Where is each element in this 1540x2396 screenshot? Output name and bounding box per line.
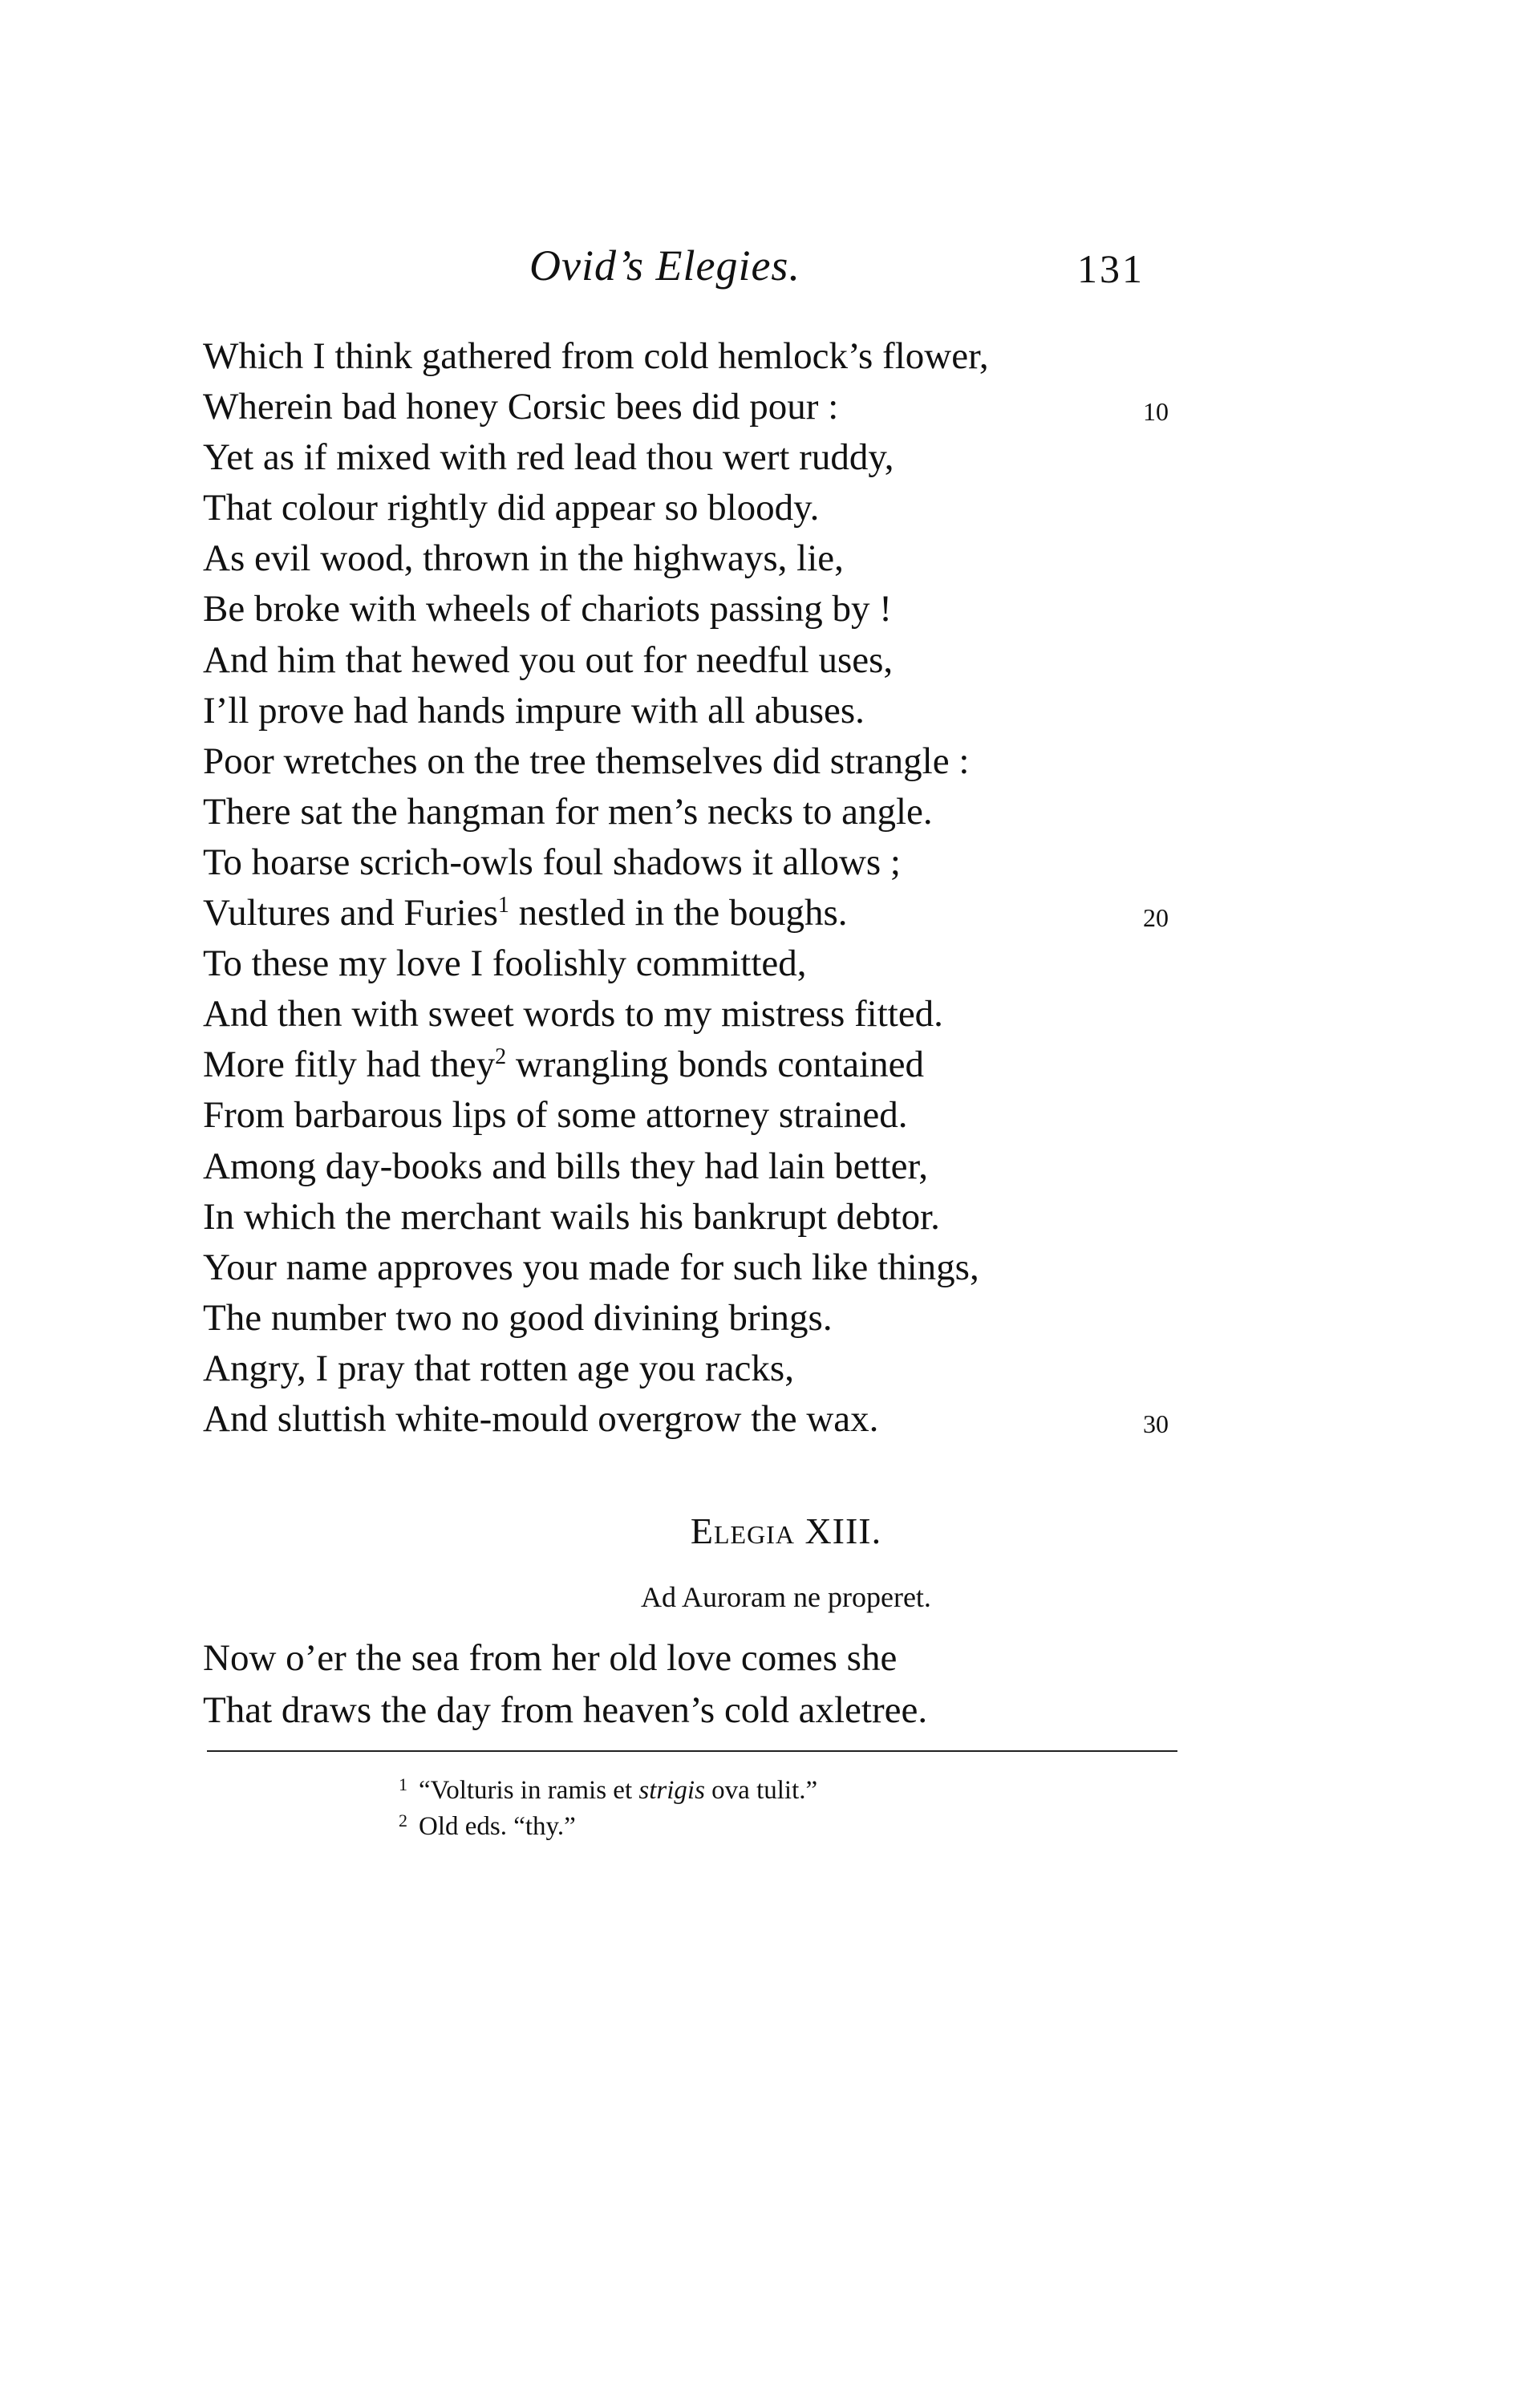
poem-line [203, 1040, 1198, 1090]
poem-line-text: Which I think gathered from cold hemlock’s flower, [203, 335, 989, 377]
poem-body [203, 331, 1198, 1445]
poem-line-text: To these my love I foolishly committed, [203, 943, 807, 985]
poem-line [203, 1243, 1198, 1293]
poem-line [203, 533, 1198, 584]
poem-line [203, 989, 1198, 1040]
poem-line-text: Be broke with wheels of chariots passing by ! [203, 588, 892, 630]
poem-line-text: And sluttish white-mould overgrow the wax. [203, 1397, 879, 1440]
footnote [399, 1773, 1121, 1809]
elegia-heading [0, 1510, 1540, 1552]
footnote-text: “Volturis in ramis et [419, 1776, 639, 1805]
running-title: Ovid’s Elegies. [529, 241, 800, 290]
poem-line [203, 736, 1198, 787]
poem-line [203, 888, 1198, 939]
poem-line [203, 686, 1198, 736]
poem-line-text: In which the merchant wails his bankrupt debtor. [203, 1195, 940, 1238]
elegia-subtitle [0, 1580, 1540, 1614]
footnote-reference: 2 [495, 1044, 507, 1070]
footnote [399, 1809, 1121, 1845]
poem-line [203, 1141, 1198, 1192]
poem-line [203, 1090, 1198, 1141]
line-number: 10 [1143, 397, 1169, 427]
footnote-text: Old eds. “thy.” [419, 1812, 576, 1841]
poem-line [203, 635, 1198, 686]
elegia-subtitle-text: Ad Auroram ne properet. [641, 1581, 931, 1613]
poem-line [203, 1394, 1198, 1445]
poem-line-text: Poor wretches on the tree themselves did strangle : [203, 740, 970, 782]
poem-line [203, 331, 1198, 382]
poem-line [203, 1293, 1198, 1344]
poem-line-text: Vultures and Furies [203, 892, 498, 934]
poem-line-text: And then with sweet words to my mistress fitted. [203, 993, 943, 1036]
poem-line [203, 939, 1198, 989]
poem-line-text: As evil wood, thrown in the highways, lie, [203, 537, 844, 580]
poem-line-text: Among day-books and bills they had lain better, [203, 1145, 928, 1187]
footnote-reference: 1 [497, 893, 509, 918]
footnote-mark: 2 [399, 1810, 407, 1830]
poem-line-text: To hoarse scrich-owls foul shadows it allows ; [203, 841, 901, 883]
poem-line-text: There sat the hangman for men’s necks to angle. [203, 790, 933, 833]
poem-line-text-continued: nestled in the boughs. [509, 892, 848, 934]
poem-line [203, 483, 1198, 533]
poem-line-text: That colour rightly did appear so bloody. [203, 487, 820, 529]
footnote-italic-text: strigis [638, 1776, 705, 1805]
poem-line-text: I’ll prove had hands impure with all abuses. [203, 689, 865, 732]
footnote-rule [207, 1750, 1177, 1752]
poem-line [203, 382, 1198, 432]
line-number: 30 [1143, 1409, 1169, 1438]
elegia-line: That draws the day from heaven’s cold axletree. [203, 1689, 928, 1731]
poem-line-text: Yet as if mixed with red lead thou wert ruddy, [203, 436, 894, 479]
poem-line [203, 837, 1198, 888]
elegia-verse [203, 1632, 1198, 1737]
footnotes [399, 1773, 1121, 1845]
poem-line-text: Wherein bad honey Corsic bees did pour : [203, 386, 839, 428]
poem-line-text: Angry, I pray that rotten age you racks, [203, 1347, 794, 1389]
elegia-line: Now o’er the sea from her old love comes she [203, 1637, 898, 1679]
footnote-mark: 1 [399, 1774, 407, 1794]
poem-line-text: And him that hewed you out for needful uses, [203, 639, 894, 681]
poem-line-text: Your name approves you made for such like things, [203, 1246, 979, 1288]
poem-line [203, 432, 1198, 483]
poem-line [203, 584, 1198, 634]
poem-line [203, 787, 1198, 837]
poem-line-text: More fitly had they [203, 1044, 496, 1086]
poem-line [203, 1344, 1198, 1394]
elegia-heading-text: Elegia XIII. [690, 1510, 882, 1551]
page-number: 131 [1077, 246, 1145, 291]
line-number: 20 [1143, 903, 1169, 933]
poem-line-text-continued: wrangling bonds contained [506, 1044, 924, 1086]
running-head [0, 241, 1540, 305]
poem-line-text: From barbarous lips of some attorney strained. [203, 1094, 908, 1137]
footnote-text-continued: ova tulit.” [704, 1776, 818, 1805]
poem-line-text: The number two no good divining brings. [203, 1296, 833, 1339]
poem-line [203, 1192, 1198, 1243]
